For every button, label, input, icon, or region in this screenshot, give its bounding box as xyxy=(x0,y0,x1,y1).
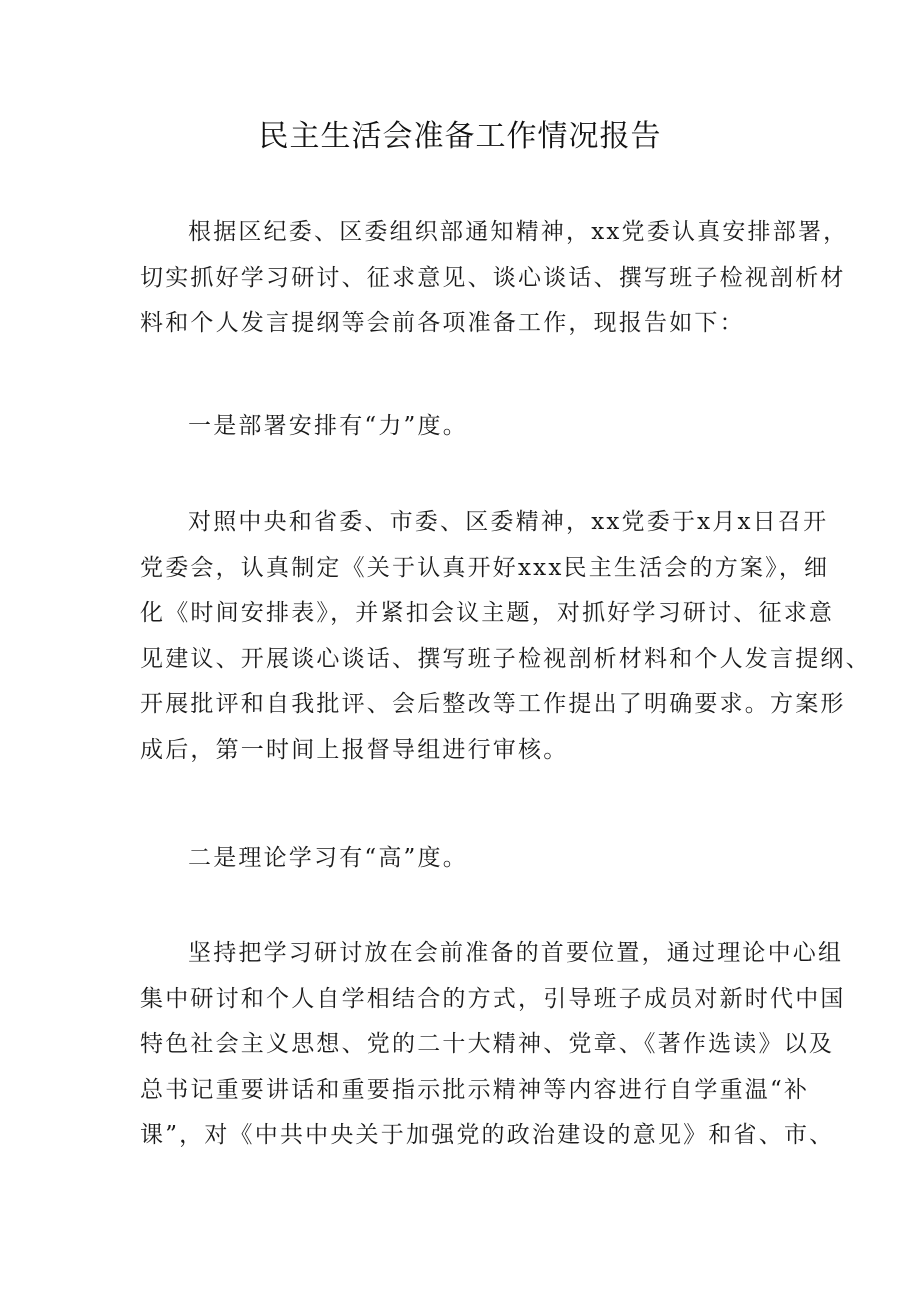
paragraph-line: 课”，对《中共中央关于加强党的政治建设的意见》和省、市、 xyxy=(140,1122,835,1148)
paragraph-line: 根据区纪委、区委组织部通知精神，xx党委认真安排部署， xyxy=(188,219,849,245)
paragraph-line: 对照中央和省委、市委、区委精神，xx党委于x月x日召开 xyxy=(188,509,829,535)
paragraph-line: 料和个人发言提纲等会前各项准备工作，现报告如下： xyxy=(140,310,745,336)
section-heading-1: 一是部署安排有“力”度。 xyxy=(188,413,468,439)
paragraph-line: 开展批评和自我批评、会后整改等工作提出了明确要求。方案形 xyxy=(140,691,846,717)
paragraph-line: 特色社会主义思想、党的二十大精神、党章、《著作选读》以及 xyxy=(140,1031,835,1057)
paragraph-line: 见建议、开展谈心谈话、撰写班子检视剖析材料和个人发言提纲、 xyxy=(140,645,871,672)
paragraph-line: 切实抓好学习研讨、征求意见、谈心谈话、撰写班子检视剖析材 xyxy=(140,264,846,291)
paragraph-line: 坚持把学习研讨放在会前准备的首要位置，通过理论中心组 xyxy=(188,940,844,966)
document-title: 民主生活会准备工作情况报告 xyxy=(258,119,662,154)
paragraph-line: 化《时间安排表》，并紧扣会议主题，对抓好学习研讨、征求意 xyxy=(140,600,835,626)
paragraph-theory-study xyxy=(140,931,846,1159)
section-heading-2: 二是理论学习有“高”度。 xyxy=(188,845,468,871)
paragraph-line: 集中研讨和个人自学相结合的方式，引导班子成员对新时代中国 xyxy=(140,985,846,1012)
paragraph-intro xyxy=(140,210,849,347)
paragraph-line: 党委会，认真制定《关于认真开好xxx民主生活会的方案》，细 xyxy=(140,554,830,581)
paragraph-deployment xyxy=(140,500,871,773)
paragraph-line: 总书记重要讲话和重要指示批示精神等内容进行自学重温“补 xyxy=(140,1076,810,1103)
paragraph-line: 成后，第一时间上报督导组进行审核。 xyxy=(140,736,569,763)
